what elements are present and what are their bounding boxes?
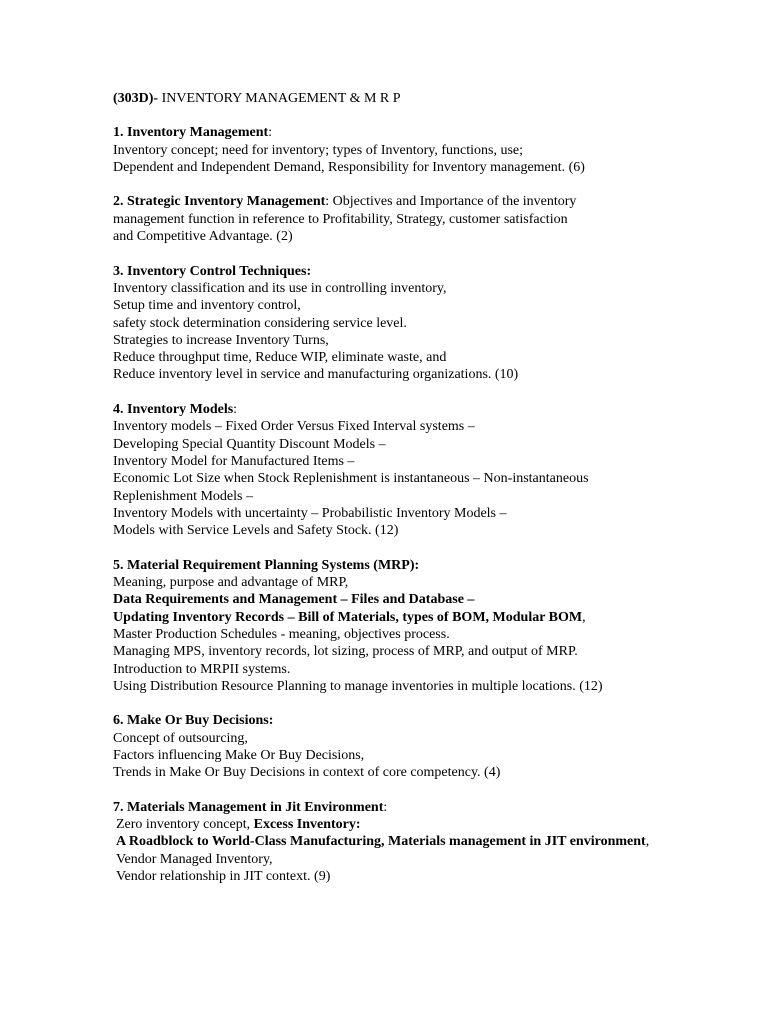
section-line: Inventory Model for Manufactured Items – [113,453,355,469]
section-make-or-buy [113,712,753,781]
section-line: Zero inventory concept, [116,817,254,833]
section-line: Inventory concept; need for inventory; types of Inventory, functions, use; [113,142,524,158]
section-heading-tail: : [383,799,388,815]
section-line: Developing Special Quantity Discount Models – [113,436,386,452]
section-bold-line: Updating Inventory Records – Bill of Materials, types of BOM, Modular BOM [113,609,583,625]
section-bold-line-wrapper [113,833,753,850]
section-line: Concept of outsourcing, [113,730,248,746]
section-line: Replenishment Models – [113,488,253,504]
section-bold-line-wrapper [113,609,753,626]
section-line: Vendor relationship in JIT context. (9) [116,869,331,885]
section-line: Vendor Managed Inventory, [116,851,273,867]
section-heading-tail: : [233,402,238,418]
section-heading: 2. Strategic Inventory Management [113,194,326,210]
section-heading-tail: : Objectives and Importance of the inventory [325,194,577,210]
section-line: safety stock determination considering service level. [113,315,407,331]
section-line: Inventory classification and its use in controlling inventory, [113,280,447,296]
section-heading-line [113,193,753,210]
section-heading: 5. Material Requirement Planning Systems (MRP): [113,557,420,573]
document-title [113,90,753,107]
document-page [113,90,753,903]
section-line: and Competitive Advantage. (2) [113,229,293,245]
section-line: Trends in Make Or Buy Decisions in context of core competency. (4) [113,765,501,781]
section-inline-bold: Excess Inventory: [253,817,361,833]
section-line: Reduce inventory level in service and manufacturing organizations. (10) [113,367,519,383]
section-line: Meaning, purpose and advantage of MRP, [113,575,349,591]
section-bold-line-tail: , [582,609,586,625]
section-heading: 6. Make Or Buy Decisions: [113,713,274,729]
section-heading: 7. Materials Management in Jit Environment [113,799,384,815]
section-heading-line [113,401,753,418]
section-heading-tail: : [268,125,273,141]
section-jit-environment [113,799,753,885]
section-line-wrapper [113,816,753,833]
section-heading: 3. Inventory Control Techniques: [113,263,312,279]
section-bold-line-tail: , [645,834,650,850]
section-line: Master Production Schedules - meaning, objectives process. [113,626,450,642]
section-line: management function in reference to Profitability, Strategy, customer satisfaction [113,211,568,227]
section-line: Strategies to increase Inventory Turns, [113,332,329,348]
section-heading: 4. Inventory Models [113,402,234,418]
section-inventory-management [113,124,753,176]
section-line: Economic Lot Size when Stock Replenishment is instantaneous – Non-instantaneous [113,471,589,487]
section-line: Using Distribution Resource Planning to manage inventories in multiple locations. (12) [113,678,603,694]
section-line: Introduction to MRPII systems. [113,661,291,677]
section-line: Models with Service Levels and Safety Stock. (12) [113,523,399,539]
section-heading-line [113,124,753,141]
section-mrp-systems [113,557,753,695]
section-strategic-inventory-management [113,193,753,245]
section-line: Managing MPS, inventory records, lot sizing, process of MRP, and output of MRP. [113,644,578,660]
section-bold-line: A Roadblock to World-Class Manufacturing, Materials management in JIT environment [116,834,646,850]
course-title: INVENTORY MANAGEMENT & M R P [158,91,401,106]
section-line: Factors influencing Make Or Buy Decisions, [113,747,365,763]
section-bold-line: Data Requirements and Management – Files and Database – [113,592,475,608]
section-line: Inventory models – Fixed Order Versus Fixed Interval systems – [113,419,475,435]
section-heading-line [113,799,753,816]
section-line: Setup time and inventory control, [113,298,301,314]
section-heading: 1. Inventory Management [113,125,269,141]
section-line: Reduce throughput time, Reduce WIP, eliminate waste, and [113,350,447,366]
section-line: Dependent and Independent Demand, Responsibility for Inventory management. (6) [113,159,585,175]
section-inventory-models [113,401,753,539]
section-inventory-control-techniques [113,263,753,384]
section-line: Inventory Models with uncertainty – Probabilistic Inventory Models – [113,505,507,521]
course-code: (303D)- [113,91,159,106]
